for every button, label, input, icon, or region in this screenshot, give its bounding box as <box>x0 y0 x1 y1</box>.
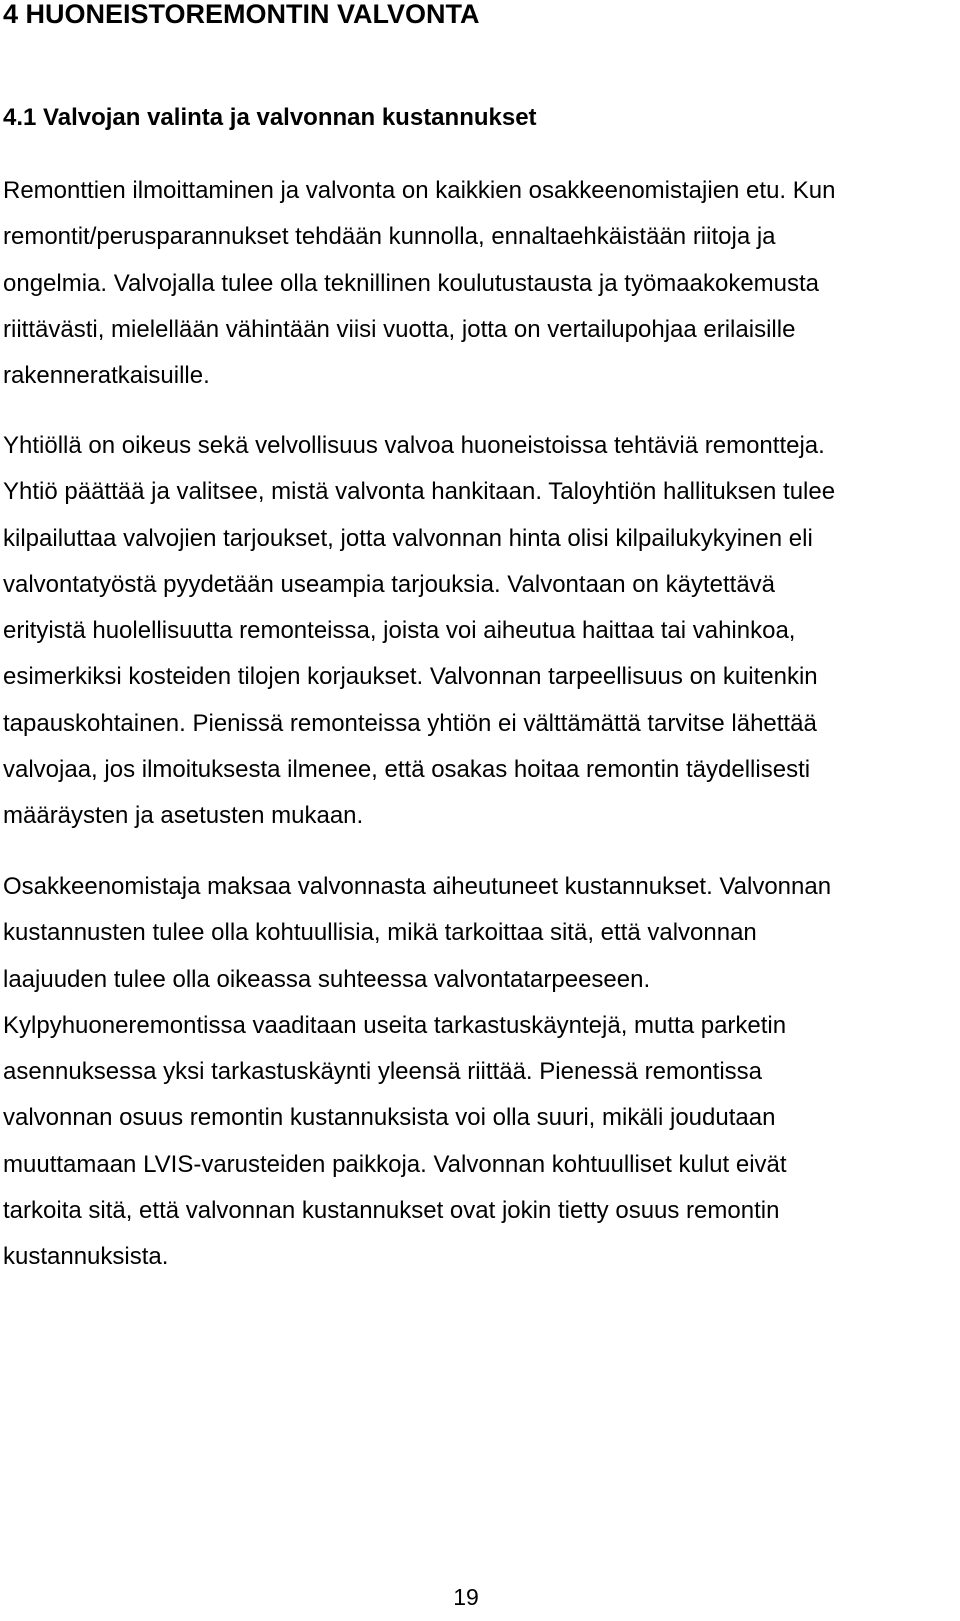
paragraph-line: tarkoita sitä, että valvonnan kustannukset ovat jokin tietty osuus remontin <box>3 1197 780 1225</box>
paragraph-line: kustannusten tulee olla kohtuullisia, mikä tarkoittaa sitä, että valvonnan <box>3 919 757 947</box>
paragraph-line: Kylpyhuoneremontissa vaaditaan useita tarkastuskäyntejä, mutta parketin <box>3 1011 787 1039</box>
paragraph-line: laajuuden tulee olla oikeassa suhteessa valvontatarpeeseen. <box>3 965 651 993</box>
paragraph-line: valvojaa, jos ilmoituksesta ilmenee, että osakas hoitaa remontin täydellisesti <box>3 756 811 784</box>
paragraph-3 <box>3 864 951 1281</box>
paragraph-line: kilpailuttaa valvojien tarjoukset, jotta valvonnan hinta olisi kilpailukykyinen eli <box>3 524 813 552</box>
paragraph-line: Remonttien ilmoittaminen ja valvonta on kaikkien osakkeenomistajien etu. Kun <box>3 177 836 204</box>
paragraph-line: ongelmia. Valvojalla tulee olla teknillinen koulutustausta ja työmaakokemusta <box>3 269 820 297</box>
paragraph-2 <box>3 423 951 840</box>
paragraph-line: valvonnan osuus remontin kustannuksista voi olla suuri, mikäli joudutaan <box>3 1104 776 1132</box>
paragraph-line: riittävästi, mielellään vähintään viisi vuotta, jotta on vertailupohjaa erilaisille <box>3 315 796 343</box>
paragraph-line: määräysten ja asetusten mukaan. <box>3 802 364 830</box>
paragraph-line: valvontatyöstä pyydetään useampia tarjouksia. Valvontaan on käytettävä <box>3 570 776 598</box>
paragraph-line: asennuksessa yksi tarkastuskäynti yleensä riittää. Pienessä remontissa <box>3 1058 763 1086</box>
section-heading: 4.1 Valvojan valinta ja valvonnan kustannukset <box>3 104 537 131</box>
page-number: 19 <box>453 1584 479 1610</box>
paragraph-line: Yhtiöllä on oikeus sekä velvollisuus valvoa huoneistoissa tehtäviä remontteja. <box>3 432 825 459</box>
paragraph-line: muuttamaan LVIS-varusteiden paikkoja. Valvonnan kohtuulliset kulut eivät <box>3 1150 787 1178</box>
chapter-heading: 4 HUONEISTOREMONTIN VALVONTA <box>3 0 480 29</box>
paragraph-line: tapauskohtainen. Pienissä remonteissa yhtiön ei välttämättä tarvitse lähettää <box>3 709 817 737</box>
paragraph-line: Osakkeenomistaja maksaa valvonnasta aiheutuneet kustannukset. Valvonnan <box>3 873 832 900</box>
paragraph-line: remontit/perusparannukset tehdään kunnolla, ennaltaehkäistään riitoja ja <box>3 223 776 251</box>
paragraph-line: rakenneratkaisuille. <box>3 362 210 390</box>
paragraph-line: kustannuksista. <box>3 1243 169 1271</box>
paragraph-line: Yhtiö päättää ja valitsee, mistä valvonta hankitaan. Taloyhtiön hallituksen tulee <box>3 478 836 506</box>
paragraph-1 <box>3 168 951 399</box>
paragraph-line: erityistä huolellisuutta remonteissa, joista voi aiheutua haittaa tai vahinkoa, <box>3 617 796 645</box>
paragraph-line: esimerkiksi kosteiden tilojen korjaukset. Valvonnan tarpeellisuus on kuitenkin <box>3 663 818 691</box>
